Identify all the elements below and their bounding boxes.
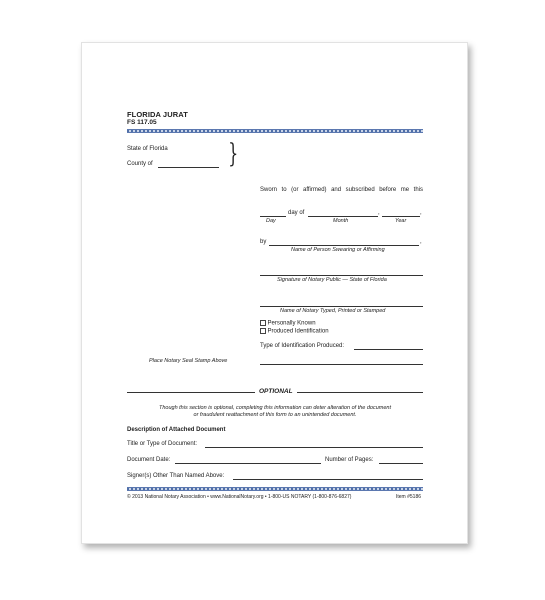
footer-copyright: © 2013 National Notary Association • www.NationalNotary.org • 1-800-US NOTARY (1-800-876-6827) bbox=[127, 494, 352, 500]
day-caption: Day bbox=[266, 218, 276, 224]
decorative-band-top bbox=[127, 129, 423, 133]
jurat-form-sheet bbox=[81, 42, 468, 544]
form-title: FLORIDA JURAT bbox=[127, 110, 188, 119]
day-of-label: day of bbox=[288, 210, 305, 216]
county-label: County of bbox=[127, 161, 153, 167]
county-field[interactable] bbox=[158, 167, 219, 168]
affiant-name-caption: Name of Person Swearing or Affirming bbox=[291, 247, 385, 253]
day-field[interactable] bbox=[260, 216, 286, 217]
sworn-statement: Sworn to (or affirmed) and subscribed before me this bbox=[260, 187, 423, 193]
seal-caption: Place Notary Seal Stamp Above bbox=[149, 358, 228, 364]
comma-1: , bbox=[378, 210, 380, 216]
personally-known-checkbox[interactable] bbox=[260, 320, 266, 326]
other-signers-label: Signer(s) Other Than Named Above: bbox=[127, 473, 225, 479]
document-date-field[interactable] bbox=[175, 463, 321, 464]
notary-signature-caption: Signature of Notary Public — State of Florida bbox=[277, 277, 387, 283]
by-label: by bbox=[260, 239, 267, 245]
produced-id-checkbox[interactable] bbox=[260, 328, 266, 334]
year-caption: Year bbox=[395, 218, 407, 224]
id-type-label: Type of Identification Produced: bbox=[260, 343, 345, 349]
id-type-field-2[interactable] bbox=[260, 364, 423, 365]
document-title-label: Title or Type of Document: bbox=[127, 441, 198, 447]
optional-note-line-2: or fraudulent reattachment of this form to an unintended document. bbox=[193, 412, 357, 418]
comma-3: , bbox=[420, 239, 422, 245]
notary-name-field[interactable] bbox=[260, 306, 423, 307]
other-signers-field[interactable] bbox=[233, 479, 423, 480]
month-field[interactable] bbox=[308, 216, 378, 217]
venue-brace: } bbox=[228, 139, 239, 169]
personally-known-label: Personally Known bbox=[267, 320, 316, 327]
year-field[interactable] bbox=[382, 216, 420, 217]
notary-signature-field[interactable] bbox=[260, 275, 423, 276]
decorative-band-bottom bbox=[127, 487, 423, 491]
month-caption: Month bbox=[333, 218, 349, 224]
document-date-label: Document Date: bbox=[127, 457, 171, 463]
personally-known-option[interactable] bbox=[260, 320, 316, 327]
optional-label: OPTIONAL bbox=[255, 388, 297, 395]
comma-2: , bbox=[420, 210, 422, 216]
form-statute: FS 117.05 bbox=[127, 119, 157, 126]
state-label: State of Florida bbox=[127, 146, 168, 152]
notary-name-caption: Name of Notary Typed, Printed or Stamped bbox=[280, 308, 386, 314]
affiant-name-field[interactable] bbox=[269, 245, 419, 246]
footer-item-number: Item #5186 bbox=[396, 494, 422, 500]
optional-note-line-1: Though this section is optional, completing this information can deter alteration of the document bbox=[158, 405, 392, 411]
document-title-field[interactable] bbox=[205, 447, 423, 448]
id-type-field[interactable] bbox=[354, 349, 423, 350]
produced-id-label: Produced Identification bbox=[267, 328, 329, 335]
produced-id-option[interactable] bbox=[260, 328, 329, 335]
number-of-pages-label: Number of Pages: bbox=[325, 457, 374, 463]
number-of-pages-field[interactable] bbox=[379, 463, 423, 464]
attached-document-heading: Description of Attached Document bbox=[127, 427, 226, 433]
